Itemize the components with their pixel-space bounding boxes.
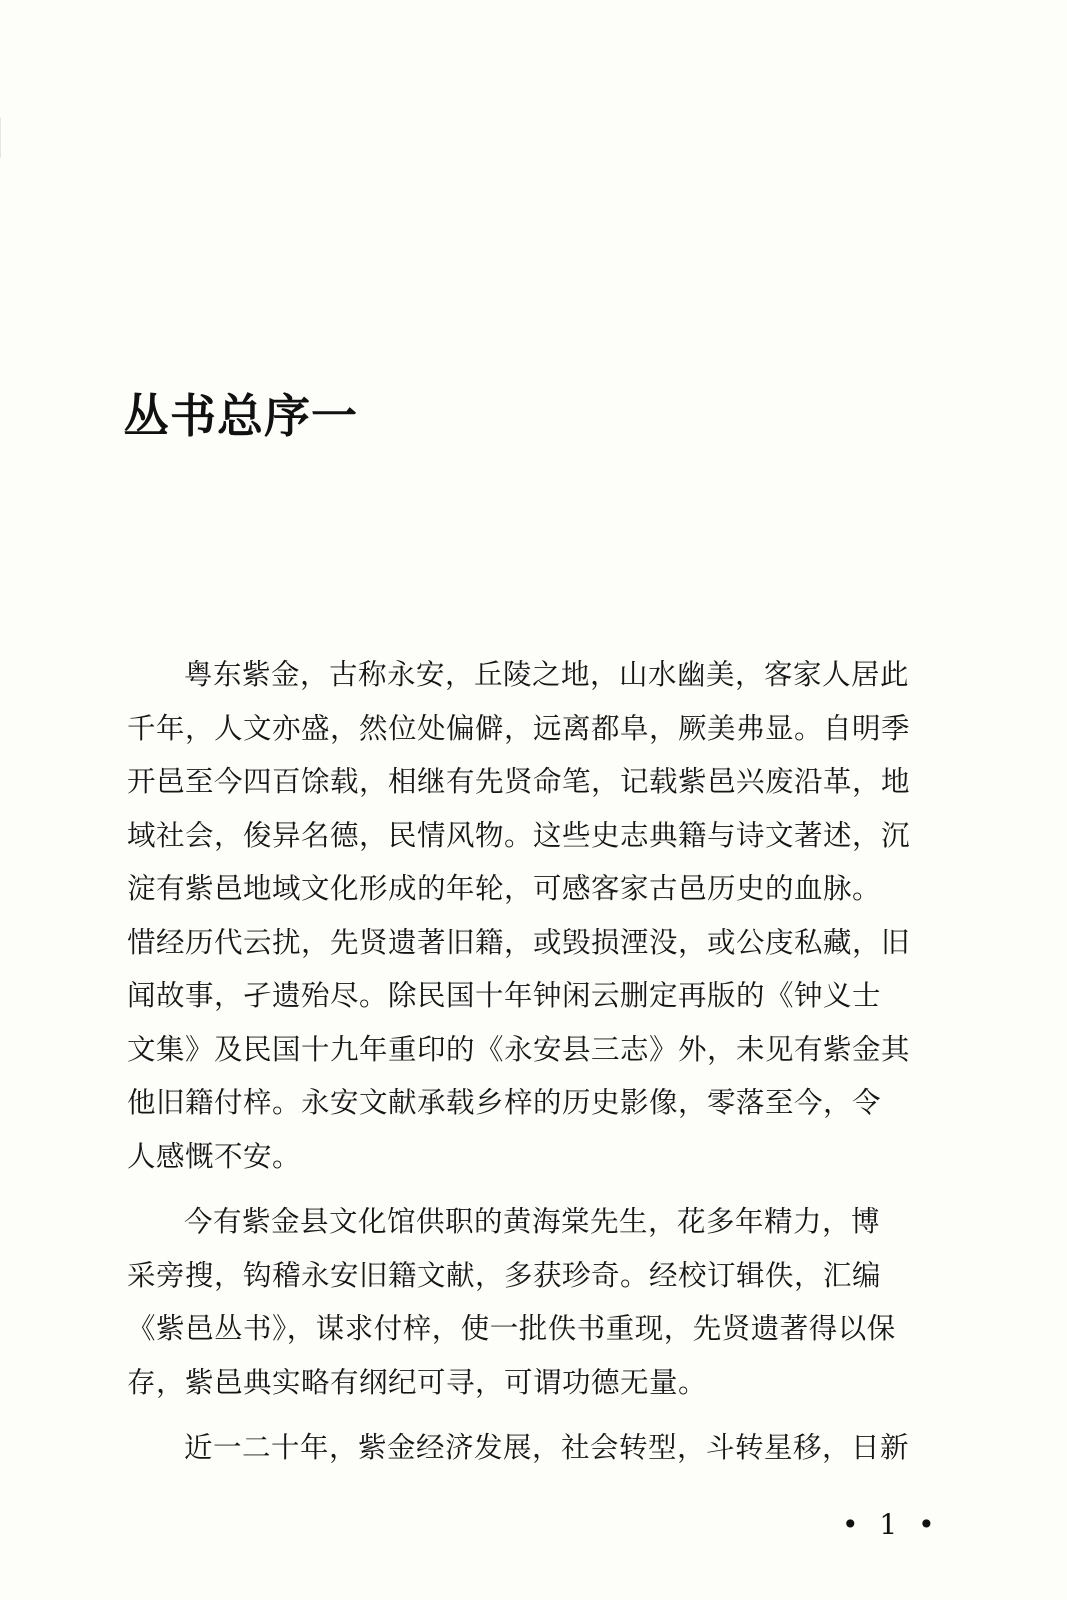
text-line: 存，紫邑典实略有纲纪可寻，可谓功德无量。 xyxy=(127,1365,708,1399)
paragraph-1 xyxy=(127,648,939,1183)
text-line: 《紫邑丛书》，谋求付梓，使一批佚书重现，先贤遗著得以保 xyxy=(127,1312,896,1345)
text-line: 淀有紫邑地域文化形成的年轮，可感客家古邑历史的血脉。 xyxy=(127,872,882,905)
paragraph-2 xyxy=(127,1195,939,1409)
text-line: 开邑至今四百馀载，相继有先贤命笔，记载紫邑兴废沿革，地 xyxy=(127,765,911,798)
text-line: 千年，人文亦盛，然位处偏僻，远离都阜，厥美弗显。自明季 xyxy=(127,711,911,745)
text-line: 人感慨不安。 xyxy=(127,1139,302,1173)
body-text xyxy=(127,648,939,1487)
text-line: 惜经历代云扰，先贤遗著旧籍，或毁损湮没，或公庋私藏，旧 xyxy=(127,925,911,959)
text-line: 域社会，俊异名德，民情风物。这些史志典籍与诗文著述，沉 xyxy=(127,818,911,852)
page-title: 丛书总序一 xyxy=(123,389,358,443)
text-line: 粤东紫金，古称永安，丘陵之地，山水幽美，客家人居此 xyxy=(184,658,910,691)
text-line: 今有紫金县文化馆供职的黄海棠先生，花多年精力，博 xyxy=(184,1205,881,1238)
text-line: 近一二十年，紫金经济发展，社会转型，斗转星移，日新 xyxy=(184,1431,910,1464)
text-line: 他旧籍付梓。永安文献承载乡梓的历史影像，零落至今，令 xyxy=(127,1086,882,1119)
text-line: 文集》及民国十九年重印的《永安县三志》外，未见有紫金其 xyxy=(127,1032,911,1066)
text-line: 采旁搜，钩稽永安旧籍文献，多获珍奇。经校订辑佚，汇编 xyxy=(127,1258,882,1292)
paragraph-3 xyxy=(127,1421,939,1475)
scan-edge-mark xyxy=(0,118,9,158)
text-line: 闻故事，孑遗殆尽。除民国十年钟闲云删定再版的《钟义士 xyxy=(127,979,882,1012)
page-number: • 1 • xyxy=(842,1508,941,1541)
